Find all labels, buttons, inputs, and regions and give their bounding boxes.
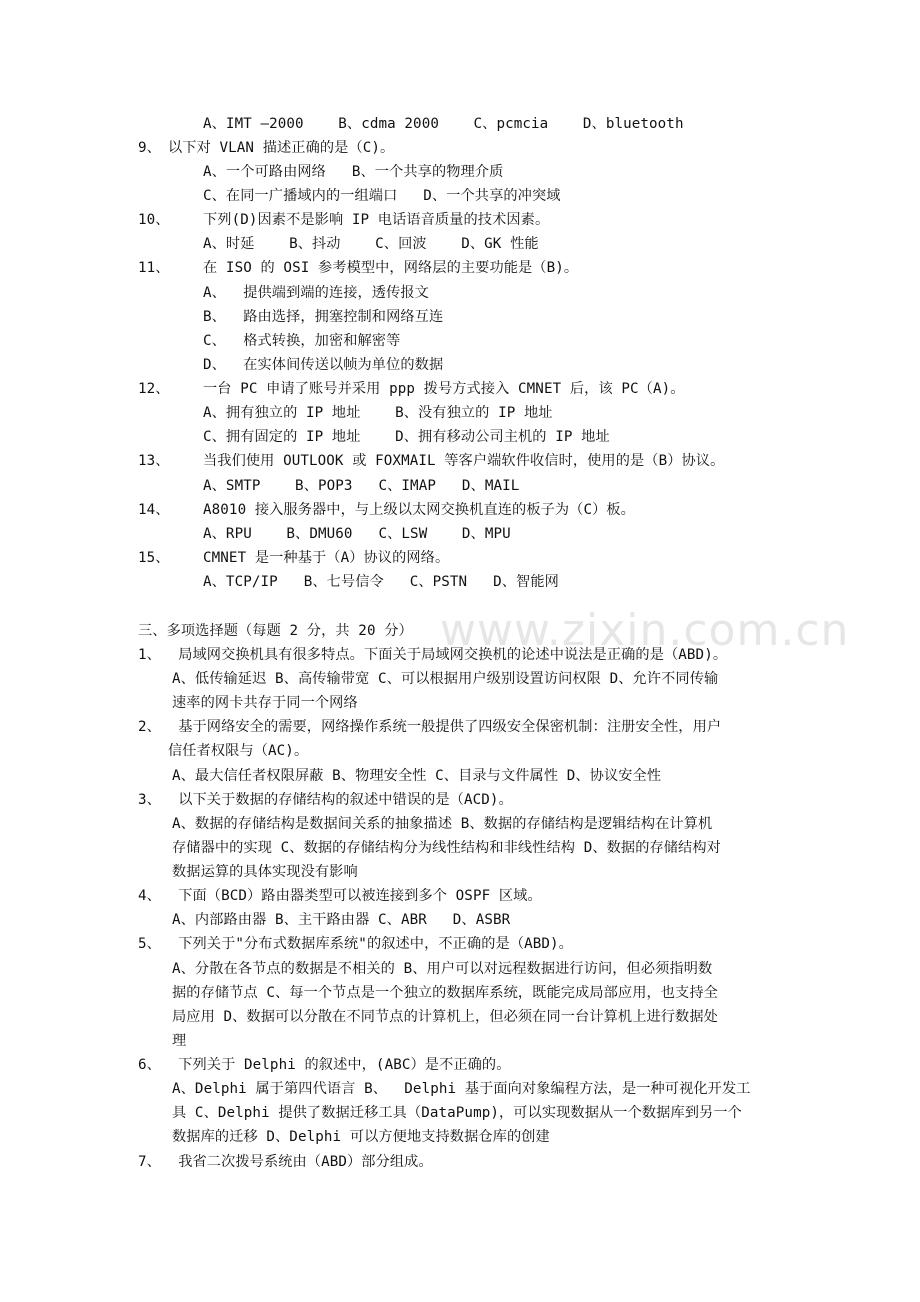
q15-number: 15、 [138,550,170,566]
q11-number: 11、 [138,260,170,276]
q12-number: 12、 [138,381,170,397]
watermark: www.zixin.com.cn [440,605,850,656]
m5-options-3: 局应用 D、数据可以分散在不同节点的计算机上，但必须在同一台计算机上进行数据处 [172,1009,718,1025]
m4-options: A、内部路由器 B、主干路由器 C、ABR D、ASBR [172,912,511,928]
m4-question: 4、 下面（BCD）路由器类型可以被连接到多个 OSPF 区域。 [138,888,542,904]
q12-text: 一台 PC 申请了账号并采用 ppp 拨号方式接入 CMNET 后，该 PC（A)。 [203,381,685,397]
q9-text: 以下对 VLAN 描述正确的是（C)。 [168,140,395,156]
m5-options-2: 据的存储节点 C、每一个节点是一个独立的数据库系统，既能完成局部应用，也支持全 [172,985,718,1001]
q13-options: A、SMTP B、POP3 C、IMAP D、MAIL [203,478,520,494]
q11-option-d: D、 在实体间传送以帧为单位的数据 [203,357,444,373]
m3-question: 3、 以下关于数据的存储结构的叙述中错误的是（ACD)。 [138,792,513,808]
m6-options-1: A、Delphi 属于第四代语言 B、 Delphi 基于面向对象编程方法，是一种可视化开发工 [172,1081,751,1097]
m6-options-3: 数据库的迁移 D、Delphi 可以方便地支持数据仓库的创建 [172,1129,550,1145]
q14-number: 14、 [138,502,170,518]
q10-number: 10、 [138,212,170,228]
section-heading: 三、多项选择题（每题 2 分，共 20 分） [138,623,413,639]
m5-question: 5、 下列关于"分布式数据库系统"的叙述中，不正确的是（ABD)。 [138,936,573,952]
m2-options: A、最大信任者权限屏蔽 B、物理安全性 C、目录与文件属性 D、协议安全性 [172,768,662,784]
m6-options-2: 具 C、Delphi 提供了数据迁移工具（DataPump)，可以实现数据从一个数据库到另一个 [172,1105,742,1121]
q9-options-1: A、一个可路由网络 B、一个共享的物理介质 [203,164,504,180]
q9-number: 9、 [138,140,161,156]
m6-question: 6、 下列关于 Delphi 的叙述中，(ABC）是不正确的。 [138,1057,511,1073]
q15-options: A、TCP/IP B、七号信令 C、PSTN D、智能网 [203,574,559,590]
q10-text: 下列(D)因素不是影响 IP 电话语音质量的技术因素。 [203,212,550,228]
m5-options-1: A、分散在各节点的数据是不相关的 B、用户可以对远程数据进行访问，但必须指明数 [172,961,713,977]
q12-options-1: A、拥有独立的 IP 地址 B、没有独立的 IP 地址 [203,405,553,421]
q13-text: 当我们使用 OUTLOOK 或 FOXMAIL 等客户端软件收信时，使用的是（B）协议。 [203,453,725,469]
q11-text: 在 ISO 的 OSI 参考模型中，网络层的主要功能是（B)。 [203,260,579,276]
q14-options: A、RPU B、DMU60 C、LSW D、MPU [203,526,511,542]
q14-text: A8010 接入服务器中，与上级以太网交换机直连的板子为（C）板。 [203,502,635,518]
q11-option-b: B、 路由选择，拥塞控制和网络互连 [203,309,444,325]
m3-options-1: A、数据的存储结构是数据间关系的抽象描述 B、数据的存储结构是逻辑结构在计算机 [172,816,713,832]
q10-options: A、时延 B、抖动 C、回波 D、GK 性能 [203,236,539,252]
q11-option-a: A、 提供端到端的连接，透传报文 [203,285,429,301]
m3-options-2: 存储器中的实现 C、数据的存储结构分为线性结构和非线性结构 D、数据的存储结构对 [172,840,721,856]
q13-number: 13、 [138,453,170,469]
q15-text: CMNET 是一种基于（A）协议的网络。 [203,550,450,566]
m3-options-3: 数据运算的具体实现没有影响 [172,864,358,880]
q12-options-2: C、拥有固定的 IP 地址 D、拥有移动公司主机的 IP 地址 [203,429,610,445]
m7-question: 7、 我省二次拨号系统由（ABD）部分组成。 [138,1154,433,1170]
m1-question: 1、 局域网交换机具有很多特点。下面关于局域网交换机的论述中说法是正确的是（ABD)。 [138,647,728,663]
m5-options-4: 理 [172,1033,187,1049]
q9-options-2: C、在同一广播域内的一组端口 D、一个共享的冲突域 [203,188,561,204]
q8-options: A、IMT –2000 B、cdma 2000 C、pcmcia D、bluetooth [203,116,684,132]
m2-question: 2、 基于网络安全的需要，网络操作系统一般提供了四级安全保密机制：注册安全性，用户 [138,719,722,735]
q11-option-c: C、 格式转换，加密和解密等 [203,333,401,349]
m1-options-2: 速率的网卡共存于同一个网络 [172,695,358,711]
m1-options-1: A、低传输延迟 B、高传输带宽 C、可以根据用户级别设置访问权限 D、允许不同传输 [172,671,719,687]
m2-question-cont: 信任者权限与（AC)。 [168,743,309,759]
